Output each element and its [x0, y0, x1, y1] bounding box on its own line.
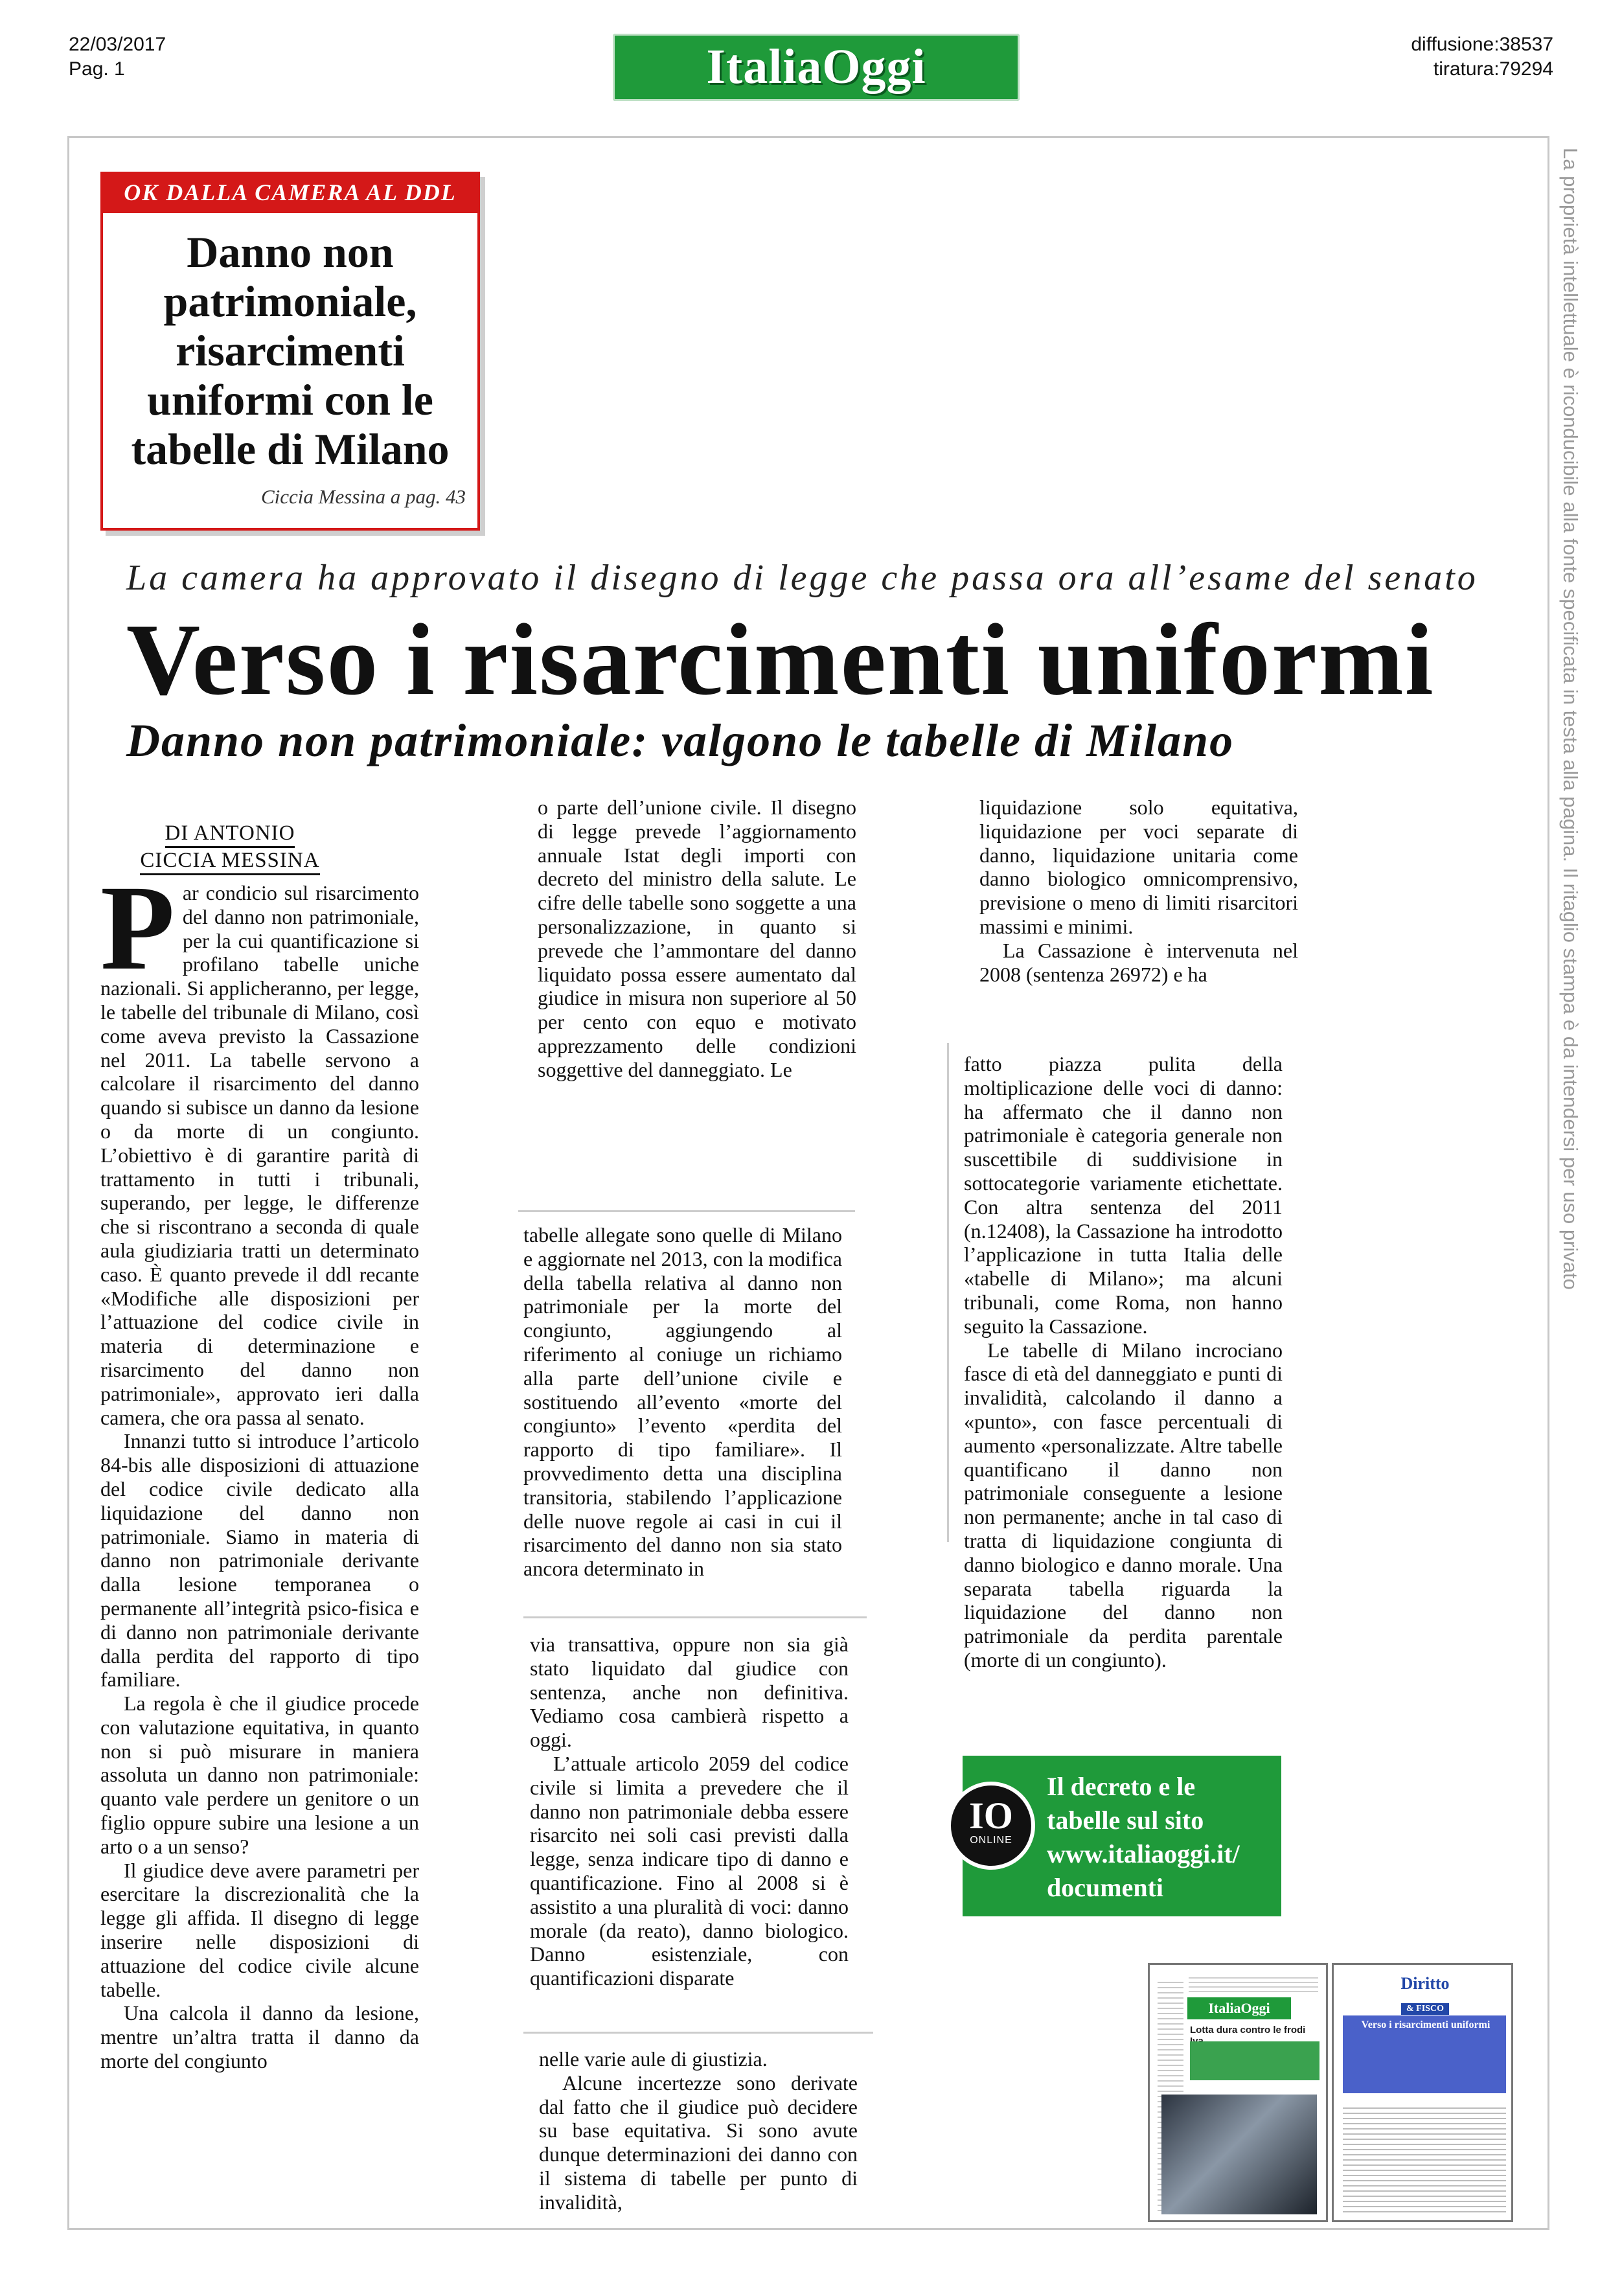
article-column-2a: [538, 796, 856, 1082]
copyright-notice-text: La proprietà intellettuale è riconducibile alla fonte specificata in testa alla pagina. Il ritaglio stampa è da intendersi per uso privato: [1559, 148, 1582, 1290]
thumbnail-photo: [1161, 2095, 1317, 2214]
paragraph: ar condicio sul risarcimento del danno non patrimoniale, per la cui quantificazione si profilano tabelle uniche nazionali. Si applicheranno, per legge, le tabelle del tribunale di Milano, così come aveva previsto la Cassazione nel 2011. La tabelle servono a calcolare il risarcimento del danno quando si subisce un danno da lesione o da morte di un congiunto. L’obiettivo è di garantire parità di trattamento in tutti i tribunali, superando, per legge, le differenze che si riscontrano a seconda di quale aula giudiziaria tratti un determinato caso. È quanto prevede il ddl recante «Modifiche alle disposizioni per l’attuazione del codice civile in materia di determinazione e risarcimento del danno non patrimoniale», approvato ieri dalla camera, che ora passa al senato.: [100, 881, 419, 1429]
column-divider: [947, 1043, 949, 1542]
paragraph: Il giudice deve avere parametri per esercitare la discrezionalità che la legge gli affida. Il disegno di legge inserire nelle disposizioni di attuazione del codice civile alcune tabelle.: [100, 1858, 419, 2001]
paragraph: via transattiva, oppure non sia già stato liquidato dal giudice con sentenza, anche non definitiva. Vediamo cosa cambierà rispetto a oggi.: [530, 1633, 849, 1752]
byline-line-1: DI ANTONIO: [165, 821, 295, 848]
online-documents-promo: [963, 1756, 1281, 1916]
section-page-thumbnail: [1332, 1963, 1513, 2222]
clipping-page: Pag. 1: [69, 58, 125, 80]
frontpage-teaser: [100, 172, 480, 531]
newspaper-logo: [613, 34, 1020, 101]
paragraph: liquidazione solo equitativa, liquidazione per voci separate di danno, liquidazione unitaria come danno biologico omnicomprensivo, previsione o meno di limiti risarcitori massimi e minimi.: [979, 796, 1298, 938]
thumbnail-masthead: ItaliaOggi: [1187, 1997, 1291, 2019]
thumbnail-headline: Lotta dura contro le frodi: [1190, 2025, 1306, 2036]
paragraph: nelle varie aule di giustizia.: [539, 2047, 768, 2071]
article-column-2b: [523, 1223, 842, 1581]
diffusione: diffusione:38537: [1411, 34, 1553, 55]
io-online-badge-icon: IO ONLINE: [947, 1782, 1035, 1870]
thumbnail-section-masthead: Diritto & FISCO: [1352, 1973, 1498, 2009]
logo-name: ItaliaOggi: [706, 40, 926, 94]
teaser-title: Danno non patrimoniale, risarcimenti uniformi con le tabelle di Milano: [131, 227, 450, 474]
paragraph: fatto piazza pulita della moltiplicazione delle voci di danno: ha affermato che il danno non patrimoniale è categoria generale non suscettibile di suddivisione in sottocategorie variamente etichettate. Con altra sentenza del 2011 (n.12408), la Cassazione ha introdotto l’applicazione in tutta Italia delle «tabelle di Milano»; ma alcuni tribunali, come Roma, non hanno seguito la Cassazione.: [964, 1052, 1283, 1338]
promo-url[interactable]: www.italiaoggi.it/: [1047, 1839, 1240, 1868]
paragraph: Alcune incertezze sono derivate dal fatto che il giudice può decidere su base equitativa. Si sono avute dunque determinazioni dei danno con il sistema di tabelle per punto di invalidità,: [539, 2071, 858, 2214]
clipping-meta-right: [1411, 32, 1553, 82]
byline-line-2: CICCIA MESSINA: [140, 849, 319, 875]
clipping-meta-left: [69, 32, 166, 82]
clipping-date: 22/03/2017: [69, 34, 166, 55]
article-column-2d: [539, 2047, 858, 2214]
article-kicker: La camera ha approvato il disegno di legge che passa ora all’esame del senato: [126, 558, 1478, 598]
front-page-thumbnail: [1148, 1963, 1328, 2222]
paragraph: Una calcola il danno da lesione, mentre un’altra tratta il danno da morte del congiunto: [100, 2001, 419, 2073]
paragraph: Le tabelle di Milano incrociano fasce di età del danneggiato e punti di invalidità, calcolando il danno a «punto», con fasce percentuali di aumento «personalizzate. Altre tabelle quantificano il danno non patrimoniale conseguente a lesione non permanente; anche in tal caso di tratta di liquidazione congiunta di danno biologico e danno morale. Una separata tabella riguarda la liquidazione del danno non patrimoniale da perdita parentale (morte di un congiunto).: [964, 1338, 1283, 1671]
thumbnail-section-headline: Verso i risarcimenti uniformi: [1361, 2019, 1491, 2030]
article-headline: Verso i risarcimenti uniformi: [126, 603, 1435, 717]
paragraph: La regola è che il giudice procede con valutazione equitativa, in quanto non si può misurare in maniera assoluta un danno non patrimoniale: quanto vale perdere un genitore o un figlio oppure subire una lesione a un arto o a un senso?: [100, 1692, 419, 1858]
column-divider: [518, 1210, 855, 1212]
paragraph: tabelle allegate sono quelle di Milano e aggiornate nel 2013, con la modifica della tabella relativa al danno non patrimoniale per la morte del congiunto, aggiungendo al riferimento al coniuge un richiamo alla parte dell’unione civile e sostituendo all’evento «morte del congiunto» l’evento «perdita del rapporto di tipo familiare». Il provvedimento detta una disciplina transitoria, stabilendo l’applicazione delle nuove regole ai casi in cui il risarcimento del danno non sia stato ancora determinato in: [523, 1223, 842, 1581]
paragraph: Innanzi tutto si introduce l’articolo 84-bis alle disposizioni di attuazione del codice civile dedicato alla liquidazione del danno non patrimoniale. Siamo in materia di danno non patrimoniale derivante dalla lesione temporanea o permanente all’integrità psico-fisica e di danno non patrimoniale derivante dalla perdita del rapporto di tipo familiare.: [100, 1429, 419, 1692]
column-divider: [523, 1616, 867, 1618]
dropcap: P: [100, 860, 175, 995]
article-column-3b: [964, 1052, 1283, 1672]
teaser-byline: Ciccia Messina a pag. 43: [261, 485, 466, 508]
copyright-notice: [1556, 148, 1582, 1405]
article-column-3a: [979, 796, 1298, 986]
column-divider: [523, 2032, 873, 2034]
tiratura: tiratura:79294: [1433, 58, 1553, 80]
promo-text: Il decreto e le tabelle sul sito www.italiaoggi.it/ documenti: [1047, 1772, 1240, 1902]
teaser-kicker: OK DALLA CAMERA AL DDL: [103, 172, 477, 213]
article-subheadline: Danno non patrimoniale: valgono le tabelle di Milano: [126, 715, 1235, 766]
paragraph: L’attuale articolo 2059 del codice civile si limita a prevedere che il danno non patrimoniale debba essere risarcito nei soli casi previsti dalla legge, senza indicare tipo di danno e quantificazione. Fino al 2008 si è assistito a una pluralità di voci: danno morale (da reato), danno biologico. Danno esistenziale, con quantificazioni disparate: [530, 1751, 849, 1990]
article-column-2c: [530, 1633, 849, 1990]
paragraph: o parte dell’unione civile. Il disegno di legge prevede l’aggiornamento annuale Istat degli importi con decreto del ministro della salute. Le cifre delle tabelle sono soggette a una personalizzazione, in quanto si prevede che l’ammontare del danno liquidato possa essere aumentato dal giudice in misura non superiore al 50 per cento con equo e motivato apprezzamento delle condizioni soggettive del danneggiato. Le: [538, 796, 856, 1081]
paragraph: La Cassazione è intervenuta nel 2008 (sentenza 26972) e ha: [979, 938, 1298, 986]
